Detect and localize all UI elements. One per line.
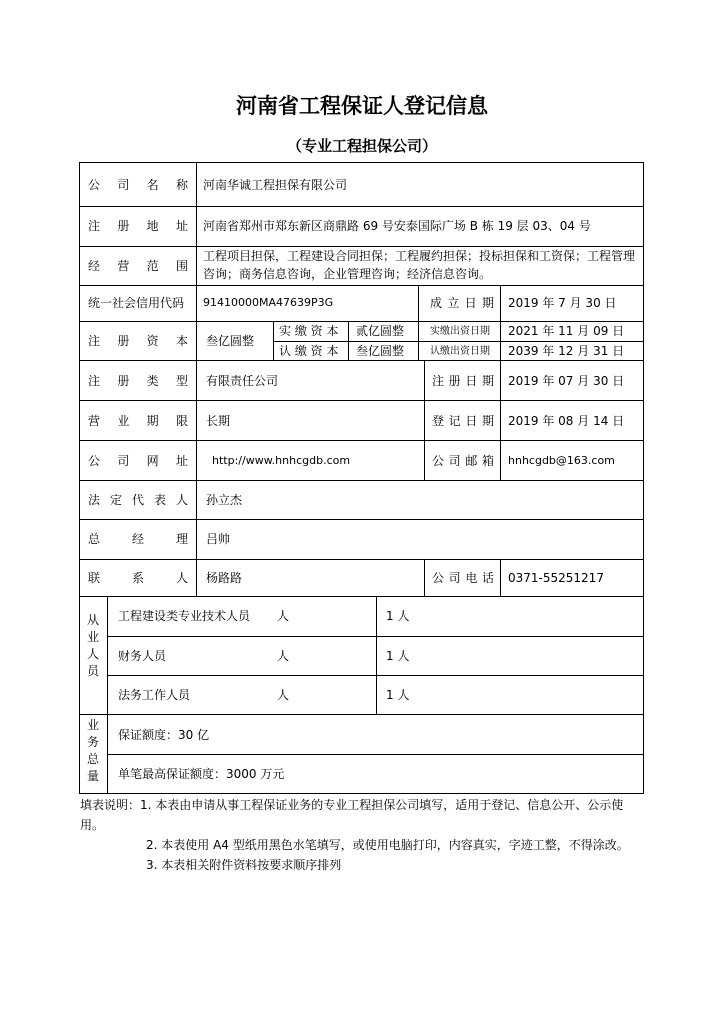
capital-value: 叁亿圆整 [206, 334, 255, 348]
page-title: 河南省工程保证人登记信息 [236, 94, 488, 118]
note-3: 3. 本表相关附件资料按要求顺序排列 [146, 858, 342, 872]
staff-tech-name: 工程建设类专业技术人员 [118, 609, 251, 623]
phone-value: 0371-55251217 [508, 571, 604, 585]
website-label: 公 司 网 址 [88, 454, 188, 468]
paid-capital-label: 实 缴 资 本 [279, 324, 339, 338]
note-2: 2. 本表使用 A4 型纸用黑色水笔填写，或使用电脑打印，内容真实，字迹工整，不得涂改。 [146, 838, 629, 852]
address-value: 河南省郑州市郑东新区商鼎路 69 号安泰国际广场 B 栋 19 层 03、04 号 [203, 219, 591, 233]
paid-date-value: 2021 年 11 月 09 日 [508, 324, 625, 338]
guarantee-amount: 保证额度：30 亿 [118, 728, 210, 742]
subscribed-date-label: 认缴出资日期 [430, 346, 490, 357]
single-max-guarantee: 单笔最高保证额度：3000 万元 [118, 767, 285, 781]
reg-type-value: 有限责任公司 [206, 374, 279, 388]
registration-form [79, 162, 644, 794]
legal-rep-label: 法 定 代 表 人 [88, 493, 188, 507]
gm-value: 吕帅 [206, 532, 231, 546]
gm-label: 总 经 理 [88, 532, 188, 546]
capital-label: 注 册 资 本 [88, 334, 188, 348]
page-subtitle: （专业工程担保公司） [286, 137, 437, 155]
staff-section-label: 从业人员 [86, 613, 99, 678]
address-label: 注 册 地 址 [88, 219, 188, 233]
note-1: 填表说明：1. 本表由申请从事工程保证业务的专业工程担保公司填写，适用于登记、信息公开、公示使用。 [80, 798, 624, 832]
email-label: 公 司 邮 箱 [432, 454, 494, 468]
paid-capital-value: 贰亿圆整 [356, 324, 405, 338]
subscribed-date-value: 2039 年 12 月 31 日 [508, 344, 625, 358]
staff-legal-count: 1 人 [386, 688, 410, 702]
credit-code-label: 统一社会信用代码 [88, 296, 185, 310]
staff-tech-count: 1 人 [386, 609, 410, 623]
subscribed-capital-label: 认 缴 资 本 [279, 344, 339, 358]
term-label: 营 业 期 限 [88, 414, 188, 428]
establish-date-label: 成 立 日 期 [430, 296, 494, 310]
term-value: 长期 [206, 414, 231, 428]
staff-finance-count: 1 人 [386, 649, 410, 663]
record-date-label: 登 记 日 期 [432, 414, 494, 428]
contact-value: 杨路路 [206, 571, 243, 585]
staff-legal-name: 法务工作人员 [118, 688, 191, 702]
reg-date-value: 2019 年 07 月 30 日 [508, 374, 625, 388]
staff-finance-unit: 人 [277, 649, 290, 663]
company-name-value: 河南华诚工程担保有限公司 [203, 178, 348, 192]
phone-label: 公 司 电 话 [432, 571, 494, 585]
paid-date-label: 实缴出资日期 [430, 326, 490, 337]
fill-instructions [80, 795, 640, 875]
company-name-label: 公 司 名 称 [88, 178, 188, 192]
subscribed-capital-value: 叁亿圆整 [356, 344, 405, 358]
email-value: hnhcgdb@163.com [508, 454, 615, 467]
scope-label: 经 营 范 围 [88, 259, 188, 273]
staff-tech-unit: 人 [277, 609, 290, 623]
establish-date-value: 2019 年 7 月 30 日 [508, 296, 617, 310]
reg-date-label: 注 册 日 期 [432, 374, 494, 388]
scope-value: 工程项目担保，工程建设合同担保；工程履约担保；投标担保和工资保；工程管理咨询；商务信息咨询，企业管理咨询；经济信息咨询。 [203, 249, 636, 281]
website-value: http://www.hnhcgdb.com [212, 454, 351, 467]
staff-legal-unit: 人 [277, 688, 290, 702]
legal-rep-value: 孙立杰 [206, 493, 243, 507]
contact-label: 联 系 人 [88, 571, 188, 585]
record-date-value: 2019 年 08 月 14 日 [508, 414, 625, 428]
staff-finance-name: 财务人员 [118, 649, 167, 663]
credit-code-value: 91410000MA47639P3G [203, 296, 334, 309]
business-section-label: 业务总量 [86, 718, 99, 783]
reg-type-label: 注 册 类 型 [88, 374, 188, 388]
